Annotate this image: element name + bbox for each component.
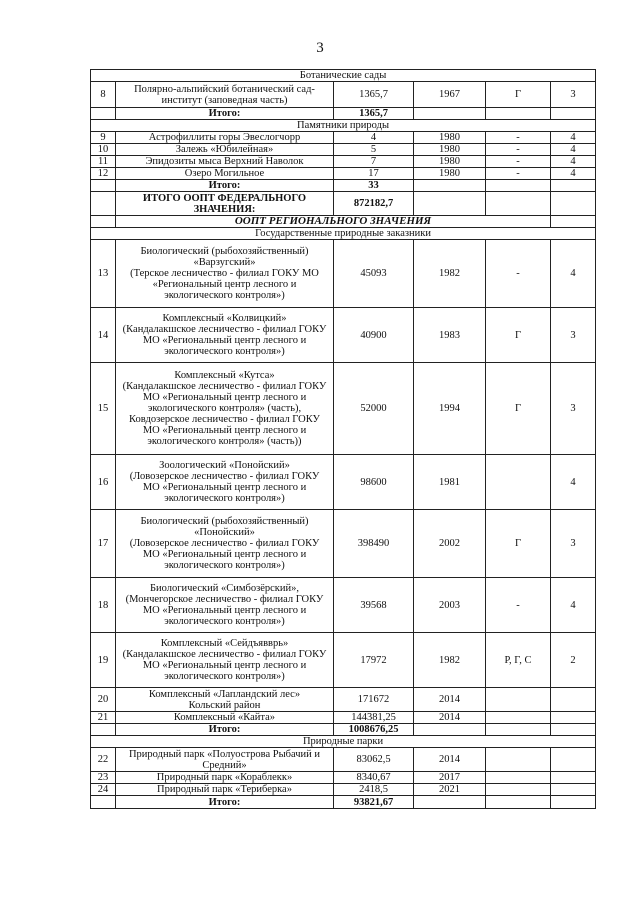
table-row bbox=[91, 510, 596, 578]
row-number: 24 bbox=[91, 784, 116, 796]
total-row bbox=[91, 180, 596, 192]
category-title: ООПТ РЕГИОНАЛЬНОГО ЗНАЧЕНИЯ bbox=[116, 216, 551, 228]
area-name: Полярно-альпийский ботанический сад- институт (заповедная часть) bbox=[116, 82, 334, 108]
table-row bbox=[91, 784, 596, 796]
total-value: 872182,7 bbox=[334, 192, 414, 216]
total-label: Итого: bbox=[116, 108, 334, 120]
table-row bbox=[91, 633, 596, 688]
area-name: Комплексный «Кайта» bbox=[116, 712, 334, 724]
area-value: 52000 bbox=[334, 363, 414, 455]
empty-cell bbox=[91, 796, 116, 809]
area-name: Озеро Могильное bbox=[116, 168, 334, 180]
total-value: 93821,67 bbox=[334, 796, 414, 809]
empty-cell bbox=[414, 192, 486, 216]
area-value: 5 bbox=[334, 144, 414, 156]
protection-regime bbox=[486, 688, 551, 712]
total-label: ИТОГО ООПТ ФЕДЕРАЛЬНОГО ЗНАЧЕНИЯ: bbox=[116, 192, 334, 216]
table-row bbox=[91, 308, 596, 363]
iucn-category bbox=[551, 712, 596, 724]
iucn-category: 3 bbox=[551, 510, 596, 578]
area-name: Комплексный «Сейдъявврь» (Кандалакшское лесничество - филиал ГОКУ МО «Региональный центр лесного и экологического контроля») bbox=[116, 633, 334, 688]
empty-cell bbox=[551, 108, 596, 120]
area-name: Комплексный «Колвицкий» (Кандалакшское лесничество - филиал ГОКУ МО «Региональный центр лесного и экологического контроля») bbox=[116, 308, 334, 363]
empty-cell bbox=[551, 724, 596, 736]
iucn-category: 4 bbox=[551, 578, 596, 633]
row-number: 18 bbox=[91, 578, 116, 633]
empty-cell bbox=[91, 216, 116, 228]
area-value: 40900 bbox=[334, 308, 414, 363]
row-number: 17 bbox=[91, 510, 116, 578]
iucn-category bbox=[551, 688, 596, 712]
area-name: Эпидозиты мыса Верхний Наволок bbox=[116, 156, 334, 168]
section-header-row bbox=[91, 736, 596, 748]
table-row bbox=[91, 688, 596, 712]
iucn-category: 3 bbox=[551, 363, 596, 455]
establishment-year: 2002 bbox=[414, 510, 486, 578]
area-name: Астрофиллиты горы Эвеслогчорр bbox=[116, 132, 334, 144]
table-row bbox=[91, 455, 596, 510]
area-name: Биологический «Симбозёрский», (Мончегорское лесничество - филиал ГОКУ МО «Региональный центр лесного и экологического контроля») bbox=[116, 578, 334, 633]
area-value: 171672 bbox=[334, 688, 414, 712]
area-name: Комплексный «Лапландский лес» Кольский район bbox=[116, 688, 334, 712]
area-value: 45093 bbox=[334, 240, 414, 308]
section-title: Памятники природы bbox=[91, 120, 596, 132]
protection-regime: - bbox=[486, 144, 551, 156]
establishment-year: 1981 bbox=[414, 455, 486, 510]
table-row bbox=[91, 82, 596, 108]
row-number: 13 bbox=[91, 240, 116, 308]
protection-regime bbox=[486, 748, 551, 772]
empty-cell bbox=[91, 192, 116, 216]
establishment-year: 1994 bbox=[414, 363, 486, 455]
establishment-year: 2021 bbox=[414, 784, 486, 796]
area-value: 83062,5 bbox=[334, 748, 414, 772]
page-number: 3 bbox=[316, 40, 324, 56]
section-header-row bbox=[91, 120, 596, 132]
area-value: 8340,67 bbox=[334, 772, 414, 784]
area-name: Биологический (рыбохозяйственный) «Варзугский» (Терское лесничество - филиал ГОКУ МО «Региональный центр лесного и экологического контроля») bbox=[116, 240, 334, 308]
protection-regime bbox=[486, 455, 551, 510]
establishment-year: 1983 bbox=[414, 308, 486, 363]
section-header-row bbox=[91, 228, 596, 240]
protection-regime: - bbox=[486, 578, 551, 633]
empty-cell bbox=[414, 796, 486, 809]
total-value: 1365,7 bbox=[334, 108, 414, 120]
empty-cell bbox=[91, 724, 116, 736]
section-title: Ботанические сады bbox=[91, 70, 596, 82]
iucn-category bbox=[551, 784, 596, 796]
area-value: 98600 bbox=[334, 455, 414, 510]
protection-regime bbox=[486, 772, 551, 784]
row-number: 16 bbox=[91, 455, 116, 510]
row-number: 21 bbox=[91, 712, 116, 724]
establishment-year: 1982 bbox=[414, 240, 486, 308]
area-value: 4 bbox=[334, 132, 414, 144]
category-header-row bbox=[91, 216, 596, 228]
iucn-category: 4 bbox=[551, 240, 596, 308]
protection-regime: Г bbox=[486, 308, 551, 363]
table-row bbox=[91, 168, 596, 180]
area-value: 17972 bbox=[334, 633, 414, 688]
protection-regime: - bbox=[486, 156, 551, 168]
iucn-category bbox=[551, 772, 596, 784]
row-number: 14 bbox=[91, 308, 116, 363]
protection-regime: - bbox=[486, 132, 551, 144]
protection-regime: Г bbox=[486, 363, 551, 455]
table-row bbox=[91, 772, 596, 784]
total-row bbox=[91, 796, 596, 809]
area-value: 144381,25 bbox=[334, 712, 414, 724]
establishment-year: 2014 bbox=[414, 688, 486, 712]
empty-cell bbox=[414, 108, 486, 120]
table-row bbox=[91, 712, 596, 724]
iucn-category: 4 bbox=[551, 455, 596, 510]
iucn-category: 3 bbox=[551, 308, 596, 363]
area-name: Природный парк «Териберка» bbox=[116, 784, 334, 796]
row-number: 20 bbox=[91, 688, 116, 712]
empty-cell bbox=[486, 108, 551, 120]
table-row bbox=[91, 748, 596, 772]
empty-cell bbox=[551, 192, 596, 216]
row-number: 12 bbox=[91, 168, 116, 180]
empty-cell bbox=[414, 180, 486, 192]
table-row bbox=[91, 363, 596, 455]
total-value: 1008676,25 bbox=[334, 724, 414, 736]
empty-cell bbox=[551, 216, 596, 228]
protection-regime: Г bbox=[486, 82, 551, 108]
area-value: 2418,5 bbox=[334, 784, 414, 796]
protection-regime bbox=[486, 712, 551, 724]
iucn-category: 4 bbox=[551, 168, 596, 180]
area-name: Биологический (рыбохозяйственный) «Понойский» (Ловозерское лесничество - филиал ГОКУ МО «Региональный центр лесного и экологического контроля») bbox=[116, 510, 334, 578]
empty-cell bbox=[91, 180, 116, 192]
row-number: 15 bbox=[91, 363, 116, 455]
iucn-category: 4 bbox=[551, 144, 596, 156]
area-value: 398490 bbox=[334, 510, 414, 578]
protection-regime: Р, Г, С bbox=[486, 633, 551, 688]
protection-regime: - bbox=[486, 240, 551, 308]
establishment-year: 1967 bbox=[414, 82, 486, 108]
empty-cell bbox=[91, 108, 116, 120]
establishment-year: 1980 bbox=[414, 144, 486, 156]
area-value: 39568 bbox=[334, 578, 414, 633]
section-title: Природные парки bbox=[91, 736, 596, 748]
establishment-year: 1980 bbox=[414, 156, 486, 168]
protection-regime bbox=[486, 784, 551, 796]
section-header-row bbox=[91, 70, 596, 82]
total-label: Итого: bbox=[116, 796, 334, 809]
row-number: 8 bbox=[91, 82, 116, 108]
empty-cell bbox=[551, 180, 596, 192]
total-label: Итого: bbox=[116, 180, 334, 192]
row-number: 11 bbox=[91, 156, 116, 168]
area-name: Залежь «Юбилейная» bbox=[116, 144, 334, 156]
row-number: 10 bbox=[91, 144, 116, 156]
empty-cell bbox=[551, 796, 596, 809]
area-value: 7 bbox=[334, 156, 414, 168]
area-name: Зоологический «Понойский» (Ловозерское лесничество - филиал ГОКУ МО «Региональный центр лесного и экологического контроля») bbox=[116, 455, 334, 510]
area-name: Комплексный «Кутса» (Кандалакшское лесничество - филиал ГОКУ МО «Региональный центр лесного и экологического контроля» (часть), Ковдозерское лесничество - филиал ГОКУ МО «Региональный центр лесного и экологического контроля» (часть)) bbox=[116, 363, 334, 455]
area-value: 1365,7 bbox=[334, 82, 414, 108]
empty-cell bbox=[486, 192, 551, 216]
row-number: 22 bbox=[91, 748, 116, 772]
total-row bbox=[91, 108, 596, 120]
protection-regime: - bbox=[486, 168, 551, 180]
row-number: 9 bbox=[91, 132, 116, 144]
total-label: Итого: bbox=[116, 724, 334, 736]
empty-cell bbox=[486, 180, 551, 192]
row-number: 23 bbox=[91, 772, 116, 784]
establishment-year: 2017 bbox=[414, 772, 486, 784]
total-row bbox=[91, 724, 596, 736]
establishment-year: 1980 bbox=[414, 168, 486, 180]
row-number: 19 bbox=[91, 633, 116, 688]
protection-regime: Г bbox=[486, 510, 551, 578]
area-name: Природный парк «Полуострова Рыбачий и Средний» bbox=[116, 748, 334, 772]
area-value: 17 bbox=[334, 168, 414, 180]
establishment-year: 2014 bbox=[414, 712, 486, 724]
table-row bbox=[91, 156, 596, 168]
section-title: Государственные природные заказники bbox=[91, 228, 596, 240]
empty-cell bbox=[414, 724, 486, 736]
iucn-category: 4 bbox=[551, 156, 596, 168]
iucn-category: 2 bbox=[551, 633, 596, 688]
protected-areas-table bbox=[90, 69, 596, 809]
establishment-year: 2003 bbox=[414, 578, 486, 633]
table-row bbox=[91, 144, 596, 156]
empty-cell bbox=[486, 796, 551, 809]
iucn-category bbox=[551, 748, 596, 772]
iucn-category: 4 bbox=[551, 132, 596, 144]
empty-cell bbox=[486, 724, 551, 736]
establishment-year: 2014 bbox=[414, 748, 486, 772]
table-row bbox=[91, 578, 596, 633]
iucn-category: 3 bbox=[551, 82, 596, 108]
total-value: 33 bbox=[334, 180, 414, 192]
area-name: Природный парк «Кораблекк» bbox=[116, 772, 334, 784]
establishment-year: 1980 bbox=[414, 132, 486, 144]
table-row bbox=[91, 132, 596, 144]
table-row bbox=[91, 240, 596, 308]
establishment-year: 1982 bbox=[414, 633, 486, 688]
grand-total-row bbox=[91, 192, 596, 216]
